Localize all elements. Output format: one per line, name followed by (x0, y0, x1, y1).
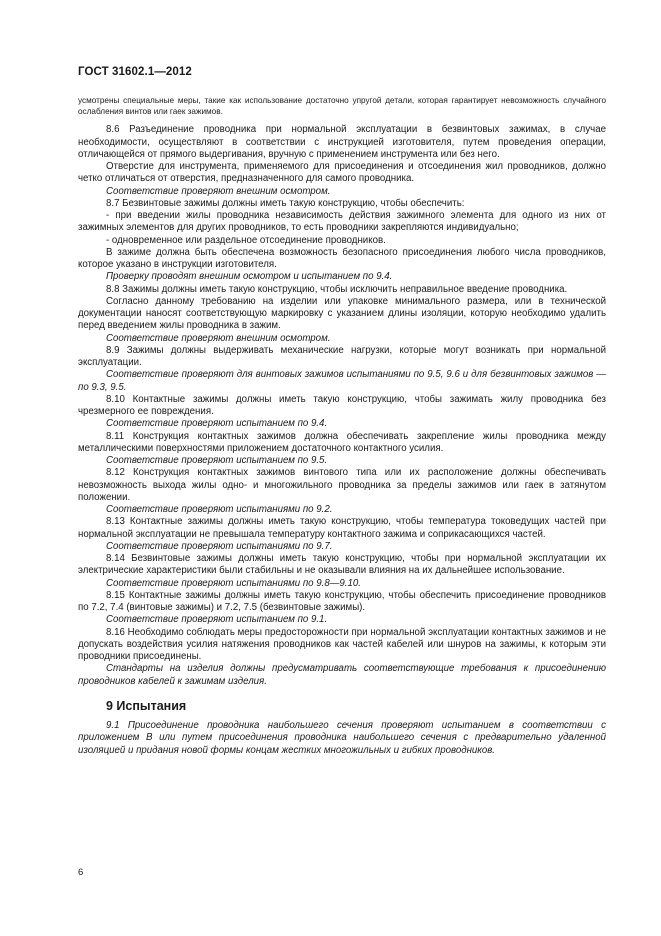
intro-paragraph: усмотрены специальные меры, такие как использование достаточно упругой детали, которая гарантирует невозможность случайного ослабления винтов или гаек зажимов. (78, 96, 606, 117)
paragraph-8-15: 8.15 Контактные зажимы должны иметь такую конструкцию, чтобы обеспечить присоединение проводников по 7.2, 7.4 (винтовые зажимы) и 7.2, 7.5 (безвинтовые зажимы). (78, 589, 606, 614)
compliance-note: Соответствие проверяют испытаниями по 9.7. (106, 540, 333, 552)
paragraph: Согласно данному требованию на изделии или упаковке минимального размера, или в технической документации наносят соответствующую маркировку с указанием длины изоляции, которую необходимо удалить перед введением жилы проводника в зажим. (78, 295, 606, 332)
paragraph-8-13: 8.13 Контактные зажимы должны иметь такую конструкцию, чтобы температура токоведущих частей при нормальной эксплуатации не превышала температуру контактного зажима и соприкасающихся частей. (78, 516, 606, 540)
paragraph: В зажиме должна быть обеспечена возможность безопасного присоединения любого числа проводников, которое указано в инструкции изготовителя. (78, 246, 606, 271)
standard-header: ГОСТ 31602.1—2012 (78, 66, 192, 78)
compliance-note: Соответствие проверяют внешним осмотром. (106, 332, 331, 344)
paragraph-8-10: 8.10 Контактные зажимы должны иметь такую конструкцию, чтобы зажимать жилу проводника без чрезмерного ее повреждения. (78, 393, 606, 418)
compliance-note: Соответствие проверяют внешним осмотром. (106, 185, 331, 197)
product-standards-note: Стандарты на изделия должны предусматривать соответствующие требования к присоединению проводников кабелей к зажимам изделия. (78, 663, 606, 687)
paragraph-8-11: 8.11 Конструкция контактных зажимов должна обеспечивать закрепление жилы проводника между металлическими поверхностями приложением достаточного контактного усилия. (78, 430, 606, 454)
list-item: - одновременное или раздельное отсоединение проводников. (106, 234, 386, 246)
paragraph-8-14: 8.14 Безвинтовые зажимы должны иметь такую конструкцию, чтобы при нормальной эксплуатации их электрические характеристики были стабильны и не оказывали влияния на их дальнейшее использование. (78, 553, 606, 577)
paragraph-8-16: 8.16 Необходимо соблюдать меры предосторожности при нормальной эксплуатации контактных зажимов и не допускать воздействия усилия натяжения проводников как частей кабелей или шнуров на зажимы, к которым эти проводники присоединены. (78, 626, 606, 663)
compliance-note: Соответствие проверяют испытанием по 9.4. (106, 418, 328, 430)
paragraph-9-1: 9.1 Присоединение проводника наибольшего сечения проверяют испытанием в соответствии с приложением В или путем присоединения проводника наибольшего сечения с предварительно удаленной изоляцией и придания новой формы концам жестких многожильных и гибких проводников. (78, 720, 606, 756)
list-item: - при введении жилы проводника независимость действия зажимного элемента для одного из них от зажимных элементов для других проводников, то есть проводники закрепляются индивидуально; (78, 210, 606, 234)
paragraph-8-8: 8.8 Зажимы должны иметь такую конструкцию, чтобы исключить неправильное введение проводника. (106, 283, 568, 295)
compliance-note: Проверку проводят внешним осмотром и испытанием по 9.4. (106, 271, 393, 283)
compliance-note: Соответствие проверяют испытаниями по 9.2. (106, 504, 333, 516)
compliance-note: Соответствие проверяют для винтовых зажимов испытаниями по 9.5, 9.6 и для безвинтовых зажимов — по 9.3, 9.5. (78, 369, 606, 393)
paragraph-8-7: 8.7 Безвинтовые зажимы должны иметь такую конструкцию, чтобы обеспечить: (106, 197, 465, 209)
compliance-note: Соответствие проверяют испытаниями по 9.8—9.10. (106, 577, 361, 589)
paragraph: Отверстие для инструмента, применяемого для присоединения и отсоединения жил проводников, должно четко отличаться от отверстия, предназначенного для самого проводника. (78, 161, 606, 185)
paragraph-8-12: 8.12 Конструкция контактных зажимов винтового типа или их расположение должны обеспечивать невозможность выхода жилы одно- и многожильного проводника за пределы зажимов или гаек в затянутом положении. (78, 467, 606, 503)
body-text (78, 95, 606, 757)
paragraph-8-6: 8.6 Разъединение проводника при нормальной эксплуатации в безвинтовых зажимах, в случае необходимости, осуществляют в соответствии с инструкцией изготовителя, путем проведения операции, отличающейся от прямого выдергивания, вручную с применением инструмента или без него. (78, 124, 606, 160)
paragraph-8-9: 8.9 Зажимы должны выдерживать механические нагрузки, которые могут возникать при нормальной эксплуатации. (78, 344, 606, 369)
section-heading: 9 Испытания (106, 698, 187, 713)
compliance-note: Соответствие проверяют испытанием по 9.5. (106, 455, 328, 467)
compliance-note: Соответствие проверяют испытанием по 9.1. (106, 614, 328, 626)
page-number: 6 (78, 867, 84, 878)
